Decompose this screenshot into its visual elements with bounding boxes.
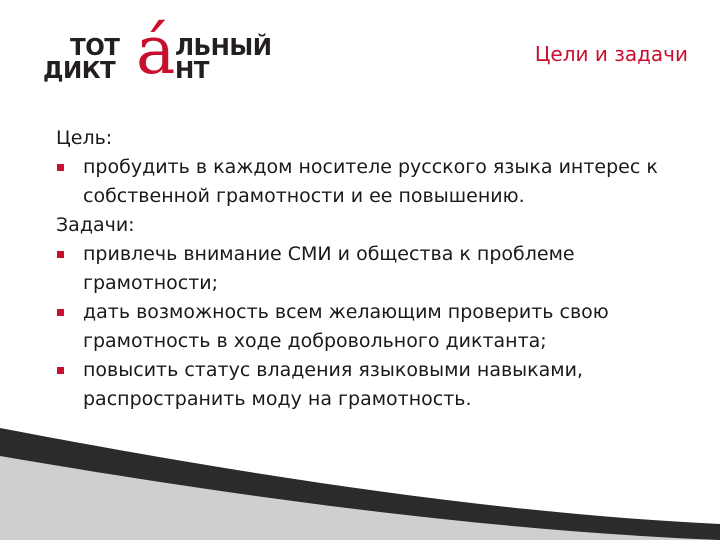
slide-content	[56, 124, 696, 414]
bullet-square-icon	[57, 309, 64, 316]
goal-list	[56, 153, 696, 211]
goal-heading: Цель:	[56, 127, 113, 149]
bullet-square-icon	[57, 251, 64, 258]
task-list	[56, 240, 696, 414]
goal-item-text: пробудить в каждом носителе русского языка интерес к собственной грамотности и ее повышению.	[83, 156, 658, 207]
logo	[40, 12, 272, 89]
task-item-text: дать возможность всем желающим проверить свою грамотность в ходе добровольного диктанта;	[83, 301, 609, 352]
task-item	[56, 356, 696, 414]
slide-title: Цели и задачи	[534, 42, 688, 66]
task-item-text: повысить статус владения языковыми навыками, распространить моду на грамотность.	[83, 359, 584, 410]
logo-text-line1-end: ЛЬНЫЙ	[175, 35, 272, 61]
logo-accent-letter: á	[136, 12, 176, 89]
tasks-heading: Задачи:	[56, 214, 135, 236]
logo-text-line1-start: ТОТ	[70, 35, 120, 61]
logo-text-line2-start: ДИКТ	[43, 58, 116, 84]
logo-text-line2-end: НТ	[175, 58, 209, 84]
task-item	[56, 298, 696, 356]
task-item	[56, 240, 696, 298]
goal-item	[56, 153, 696, 211]
footer-swoosh	[0, 420, 720, 540]
bullet-square-icon	[57, 164, 64, 171]
task-item-text: привлечь внимание СМИ и общества к проблеме грамотности;	[83, 243, 575, 294]
bullet-square-icon	[57, 367, 64, 374]
